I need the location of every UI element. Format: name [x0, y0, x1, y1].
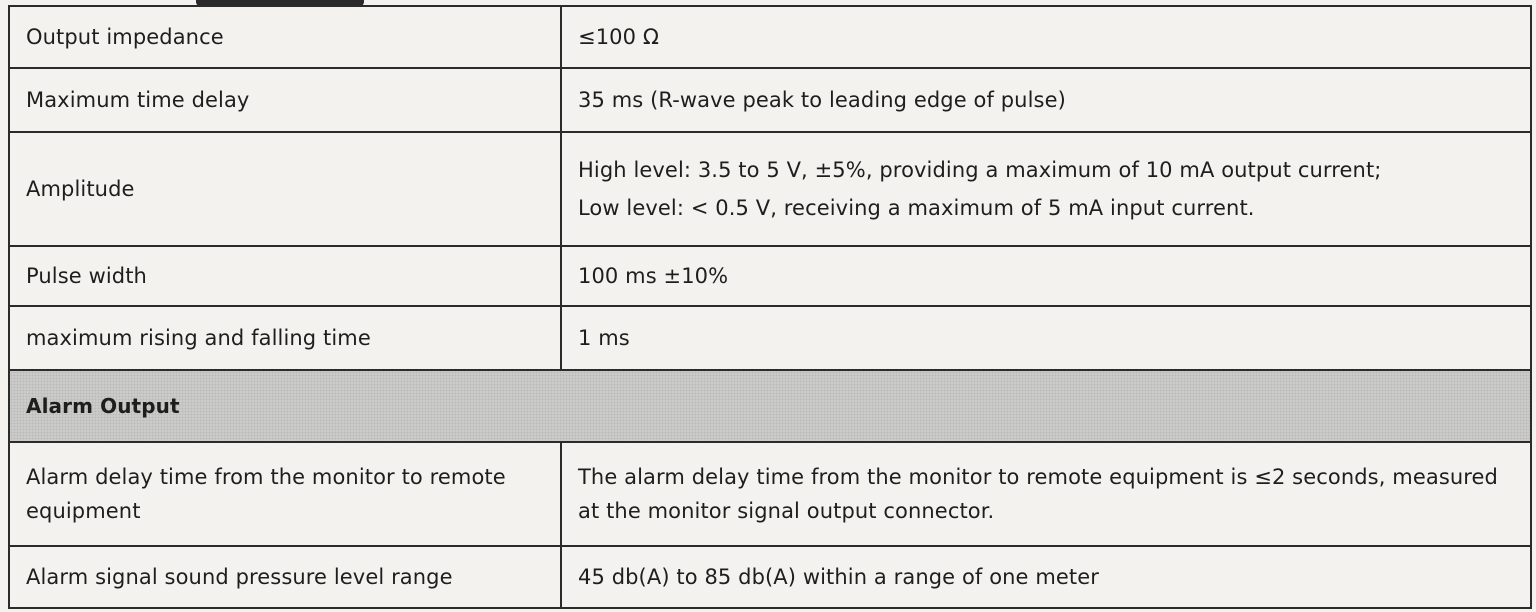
table-row — [9, 132, 1531, 246]
section-header-row — [9, 370, 1531, 442]
row-value: 35 ms (R-wave peak to leading edge of pulse) — [561, 68, 1531, 132]
row-label: Pulse width — [9, 246, 561, 306]
table-row — [9, 306, 1531, 370]
row-value: 1 ms — [561, 306, 1531, 370]
row-value: The alarm delay time from the monitor to remote equipment is ≤2 seconds, measured at the monitor signal output connector. — [561, 442, 1531, 546]
row-value: 45 db(A) to 85 db(A) within a range of one meter — [561, 546, 1531, 608]
specification-table — [8, 5, 1532, 609]
row-label: Maximum time delay — [9, 68, 561, 132]
row-value: 100 ms ±10% — [561, 246, 1531, 306]
amplitude-high-level: High level: 3.5 to 5 V, ±5%, providing a maximum of 10 mA output current; — [578, 158, 1382, 182]
table-row — [9, 546, 1531, 608]
table-row — [9, 246, 1531, 306]
table-row — [9, 6, 1531, 68]
row-label: maximum rising and falling time — [9, 306, 561, 370]
row-label: Alarm delay time from the monitor to remote equipment — [9, 442, 561, 546]
row-label: Amplitude — [9, 132, 561, 246]
section-title: Alarm Output — [9, 370, 1531, 442]
row-label: Alarm signal sound pressure level range — [9, 546, 561, 608]
row-value: ≤100 Ω — [561, 6, 1531, 68]
row-label: Output impedance — [9, 6, 561, 68]
row-value — [561, 132, 1531, 246]
amplitude-low-level: Low level: < 0.5 V, receiving a maximum of 5 mA input current. — [578, 196, 1255, 220]
table-row — [9, 68, 1531, 132]
table-row — [9, 442, 1531, 546]
